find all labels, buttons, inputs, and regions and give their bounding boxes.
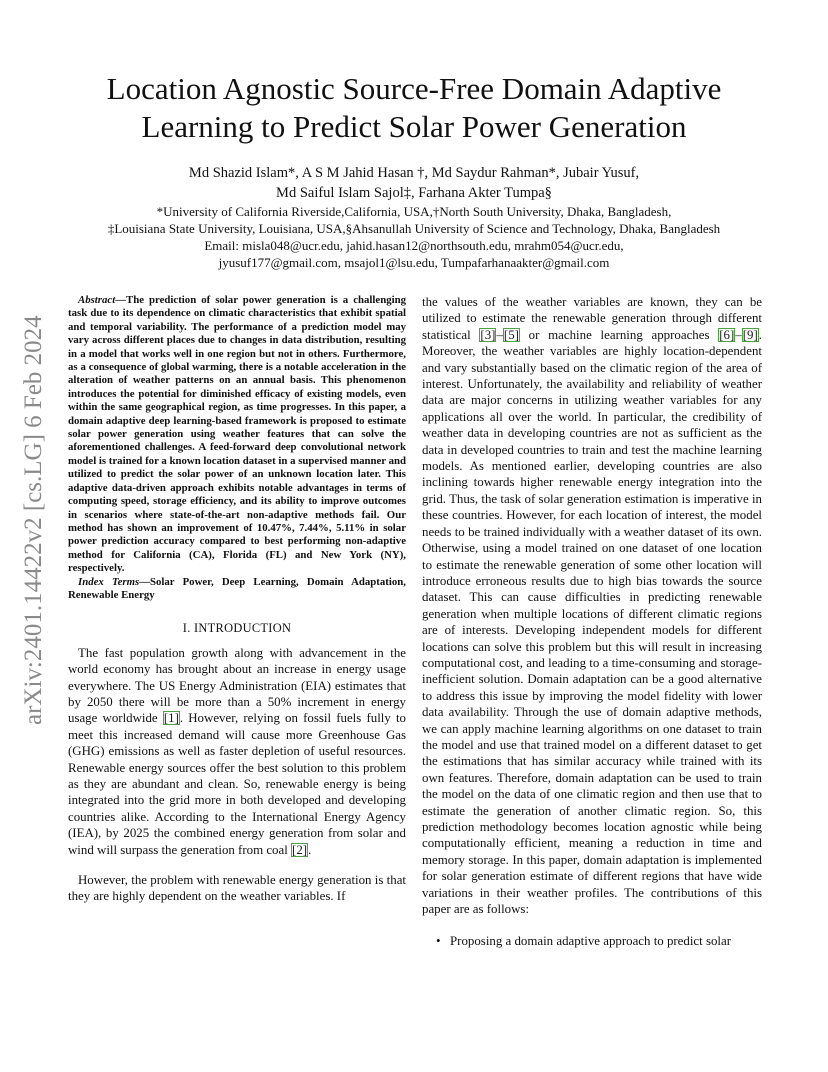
text-run: the values of the weather variables are known, they can be utilized to estimate the renewable generation through different statistical [422,295,762,342]
citation-link[interactable]: [2] [292,842,308,857]
text-run: . Moreover, the weather variables are highly location-dependent and vary substantially based on the climatic region of the area of interest. Unfortunately, the availability and reliability of weather data are major concerns in utilizing weather variables for any applications all over the world. In particular, the credibility of weather data in developing countries are not as sufficient as the data in developed countries to train and test the machine learning models. As mentioned earlier, developing countries are also inclining towards higher renewable energy integration into the grid. Thus, the task of solar generation estimation is imperative in these countries. However, for each location of interest, the model needs to be trained individually with a weather dataset of its own. Otherwise, using a model trained on one dataset of one location to estimate the renewable generation of some other location will introduce erroneous results due to high bias towards the source dataset. This can cause difficulties in predicting renewable generation when multiple locations of different climatic regions are of interests. Developing independent models for different locations can solve this problem but this will result in increasing computational cost, and leading to a time-consuming and storage-inefficient solution. Domain adaptation can be a good alternative to address this issue by improving the model fidelity with lower data availability. Through the use of domain adaptive methods, we can apply machine learning algorithms on one dataset to train the model and use that trained model on a different dataset to get the estimations that has similar accuracy while trained with its own features. Therefore, domain adaptation can be used to train the model on the data of one climatic region and then use that to estimate the generation of another climatic region. So, this prediction methodology becomes location agnostic while being computationally efficient, meaning a reduction in time and memory storage. In this paper, domain adaptation is implemented for solar generation estimate of different regions that have wide variations in their weather profiles. The contributions of this paper are as follows: [422,327,762,917]
index-terms [68,576,406,603]
email-line2: jyusuf177@gmail.com, msajol1@lsu.edu, Tumpafarhanaakter@gmail.com [218,255,610,270]
author-names-line1: Md Shazid Islam*, A S M Jahid Hasan †, Md Saydur Rahman*, Jubair Yusuf, [188,165,640,181]
contribution-bullet [422,933,762,949]
index-terms-text: —Solar Power, Deep Learning, Domain Adaptation, Renewable Energy [68,575,406,601]
intro-paragraph-3 [422,294,762,917]
text-run: – [496,327,503,342]
email-line1: Email: misla048@ucr.edu, jahid.hasan12@northsouth.edu, mrahm054@ucr.edu, [204,238,624,253]
abstract [68,294,406,576]
text-run: or machine learning approaches [519,327,719,342]
affiliation-line2: ‡Louisiana State University, Louisiana, USA,§Ahsanullah University of Science and Technology, Dhaka, Bangladesh [107,221,721,236]
author-block [60,163,768,271]
index-terms-label: Index Terms [78,575,140,588]
text-run: – [735,327,742,342]
citation-link[interactable]: [5] [503,327,519,342]
paper-title: Location Agnostic Source-Free Domain Adaptive Learning to Predict Solar Power Generation [106,71,722,144]
abstract-label: Abstract [78,294,116,306]
citation-link[interactable]: [1] [163,711,179,726]
text-run: The fast population growth along with advancement in the world economy has brought about an increase in energy usage everywhere. The US Energy Administration (EIA) estimates that by 2050 there will be more than a 50% increment in energy usage worldwide [68,645,406,726]
text-run: . However, relying on fossil fuels fully to meet this increased demand will cause more Greenhouse Gas (GHG) emissions as well as faster depletion of useful resources. Renewable energy sources offer the best solution to this problem as they are abundant and clean. So, renewable energy is being integrated into the grid more in both developed and developing countries alike. According to the International Energy Agency (IEA), by 2025 the combined energy generation from solar and wind will surpass the generation from coal [68,711,406,857]
bullet-dot-icon: • [436,934,441,949]
affiliation-line1: *University of California Riverside,California, USA,†North South University, Dhaka, Bangladesh, [156,204,672,219]
arxiv-stamp: arXiv:2401.14422v2 [cs.LG] 6 Feb 2024 [20,315,47,725]
author-names-line2: Md Saiful Islam Sajol‡, Farhana Akter Tumpa§ [276,185,552,201]
intro-paragraph-1 [68,645,406,858]
right-column [422,294,762,950]
citation-link[interactable]: [3] [480,327,496,342]
citation-link[interactable]: [9] [742,327,758,342]
abstract-text: —The prediction of solar power generation is a challenging task due to its dependence on climatic characteristics that exhibit spatial and temporal variability. The performance of a prediction model may vary across different places due to changes in data distribution, resulting in a model that works well in one region but not in others. Furthermore, as a consequence of global warming, there is a notable acceleration in the alteration of weather patterns on an annual basis. This phenomenon introduces the potential for diminished efficacy of existing models, even within the same geographical region, as time progresses. In this paper, a domain adaptive deep learning-based framework is proposed to estimate solar power generation using weather features that can solve the aforementioned challenges. A feed-forward deep convolutional network model is trained for a known location dataset in a supervised manner and utilized to predict the solar power of an unknown location later. This adaptive data-driven approach exhibits notable advantages in terms of computing speed, storage efficiency, and its ability to improve outcomes in scenarios where state-of-the-art non-adaptive methods fail. Our method has shown an improvement of 10.47%, 7.44%, 5.11% in solar power prediction accuracy compared to best performing non-adaptive method for California (CA), Florida (FL) and New York (NY), respectively. [68,294,406,575]
text-run: . [308,842,312,857]
bullet-text: Proposing a domain adaptive approach to predict solar [450,934,732,949]
section-heading-introduction: I. INTRODUCTION [182,621,292,636]
citation-link[interactable]: [6] [719,327,735,342]
left-column [68,294,406,905]
intro-paragraph-2: However, the problem with renewable energy generation is that they are highly dependent on the weather variables. If [68,873,406,904]
